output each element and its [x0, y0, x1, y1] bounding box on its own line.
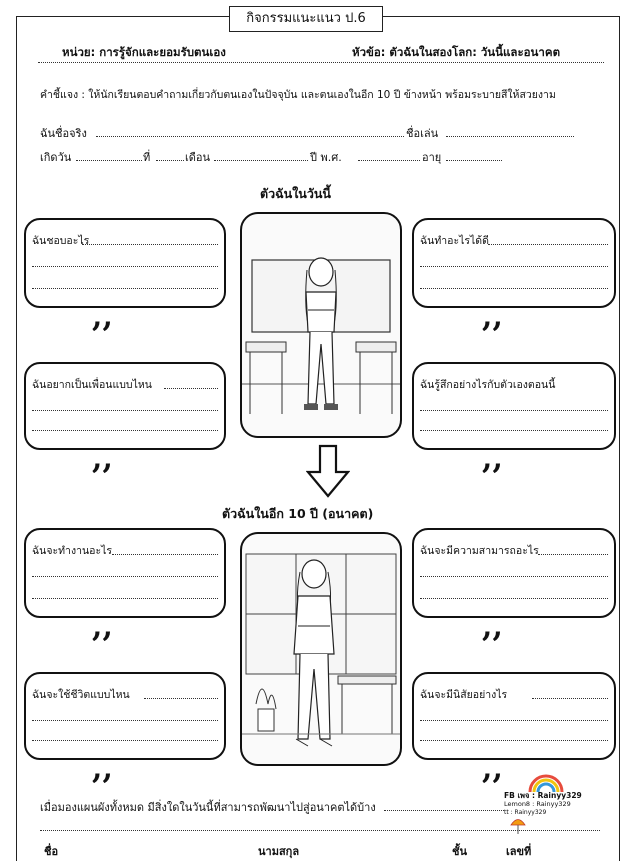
answer-line[interactable]: [32, 576, 218, 577]
speech-tail-icon: ,,: [482, 441, 503, 476]
speech-tail-icon: ,,: [92, 751, 113, 786]
year-field[interactable]: [358, 160, 420, 161]
future-ability-bubble: [412, 528, 616, 618]
answer-line[interactable]: [164, 388, 218, 389]
year-label: ปี พ.ศ.: [310, 151, 342, 164]
answer-line[interactable]: [420, 410, 608, 411]
answer-line[interactable]: [32, 266, 218, 267]
today-likes-question: ฉันชอบอะไร: [32, 235, 90, 247]
day-label: ที่: [143, 151, 151, 164]
born-label: เกิดวัน: [40, 151, 72, 164]
age-label: อายุ: [422, 151, 442, 164]
answer-line[interactable]: [420, 740, 608, 741]
age-field[interactable]: [446, 160, 502, 161]
reflection-question: เมื่อมองแผนผังทั้งหมด มีสิ่งใดในวันนี้ที่สามารถพัฒนาไปสู่อนาคตได้บ้าง: [40, 801, 376, 814]
future-character-question: ฉันจะมีนิสัยอย่างไร: [420, 689, 508, 701]
future-ability-question: ฉันจะมีความสามารถอะไร: [420, 545, 539, 557]
real-name-label: ฉันชื่อจริง: [40, 127, 87, 140]
down-arrow-icon: [306, 444, 350, 498]
worksheet-title: กิจกรรมแนะแนว ป.6: [229, 6, 383, 32]
umbrella-icon: [510, 816, 526, 836]
month-label: เดือน: [185, 151, 211, 164]
today-student-illustration: [240, 212, 402, 438]
credit-lemon8: Lemon8 : Rainyy329: [504, 800, 571, 808]
section-today-heading: ตัวฉันในวันนี้: [260, 186, 331, 201]
answer-line[interactable]: [420, 720, 608, 721]
nickname-label: ชื่อเล่น: [406, 127, 439, 140]
answer-line[interactable]: [112, 554, 218, 555]
speech-tail-icon: ,,: [482, 751, 503, 786]
credit-fb: FB เพจ : Rainyy329: [504, 791, 582, 800]
reflection-answer-line[interactable]: [384, 810, 504, 811]
speech-tail-icon: ,,: [92, 299, 113, 334]
instruction-text: คำชี้แจง : ให้นักเรียนตอบคำถามเกี่ยวกับตนเองในปัจจุบัน และตนเองในอีก 10 ปี ข้างหน้า พร้อมระบายสีให้สวยงาม: [40, 89, 556, 101]
credit-tiktok: tt : Rainyy329: [504, 809, 547, 816]
today-likes-bubble: [24, 218, 226, 308]
today-friend-bubble: [24, 362, 226, 450]
header-divider: [38, 62, 604, 63]
born-weekday-field[interactable]: [76, 160, 142, 161]
month-field[interactable]: [214, 160, 308, 161]
today-skills-question: ฉันทำอะไรได้ดี: [420, 235, 489, 247]
future-job-bubble: [24, 528, 226, 618]
answer-line[interactable]: [420, 430, 608, 431]
section-future-heading: ตัวฉันในอีก 10 ปี (อนาคต): [222, 506, 374, 521]
answer-line[interactable]: [420, 598, 608, 599]
speech-tail-icon: ,,: [92, 441, 113, 476]
nickname-field[interactable]: [446, 136, 574, 137]
footer-surname-label: นามสกุล: [258, 845, 300, 858]
answer-line[interactable]: [32, 740, 218, 741]
speech-tail-icon: ,,: [482, 299, 503, 334]
answer-line[interactable]: [420, 576, 608, 577]
today-skills-bubble: [412, 218, 616, 308]
topic-label: หัวข้อ: ตัวฉันในสองโลก: วันนี้และอนาคต: [352, 45, 561, 59]
speech-tail-icon: ,,: [482, 609, 503, 644]
future-life-bubble: [24, 672, 226, 760]
today-feeling-bubble: [412, 362, 616, 450]
adult-drawing-icon: [242, 534, 400, 764]
creator-credit-logo: [500, 780, 590, 830]
footer-name-label: ชื่อ: [44, 845, 59, 858]
answer-line[interactable]: [538, 554, 608, 555]
footer-class-label: ชั้น: [452, 845, 467, 858]
answer-line[interactable]: [32, 410, 218, 411]
answer-line[interactable]: [32, 430, 218, 431]
answer-line[interactable]: [32, 720, 218, 721]
student-drawing-icon: [242, 214, 400, 436]
unit-label: หน่วย: การรู้จักและยอมรับตนเอง: [62, 45, 226, 59]
footer-number-label: เลขที่: [506, 845, 532, 858]
answer-line[interactable]: [82, 244, 218, 245]
answer-line[interactable]: [532, 698, 608, 699]
answer-line[interactable]: [32, 598, 218, 599]
answer-line[interactable]: [32, 288, 218, 289]
answer-line[interactable]: [420, 266, 608, 267]
today-feeling-question: ฉันรู้สึกอย่างไรกับตัวเองตอนนี้: [420, 379, 556, 391]
day-field[interactable]: [156, 160, 184, 161]
answer-line[interactable]: [420, 288, 608, 289]
speech-tail-icon: ,,: [92, 609, 113, 644]
answer-line[interactable]: [144, 698, 218, 699]
future-adult-illustration: [240, 532, 402, 766]
future-job-question: ฉันจะทำงานอะไร: [32, 545, 113, 557]
today-friend-question: ฉันอยากเป็นเพื่อนแบบไหน: [32, 379, 152, 391]
future-life-question: ฉันจะใช้ชีวิตแบบไหน: [32, 689, 130, 701]
future-character-bubble: [412, 672, 616, 760]
real-name-field[interactable]: [96, 136, 404, 137]
answer-line[interactable]: [488, 244, 608, 245]
